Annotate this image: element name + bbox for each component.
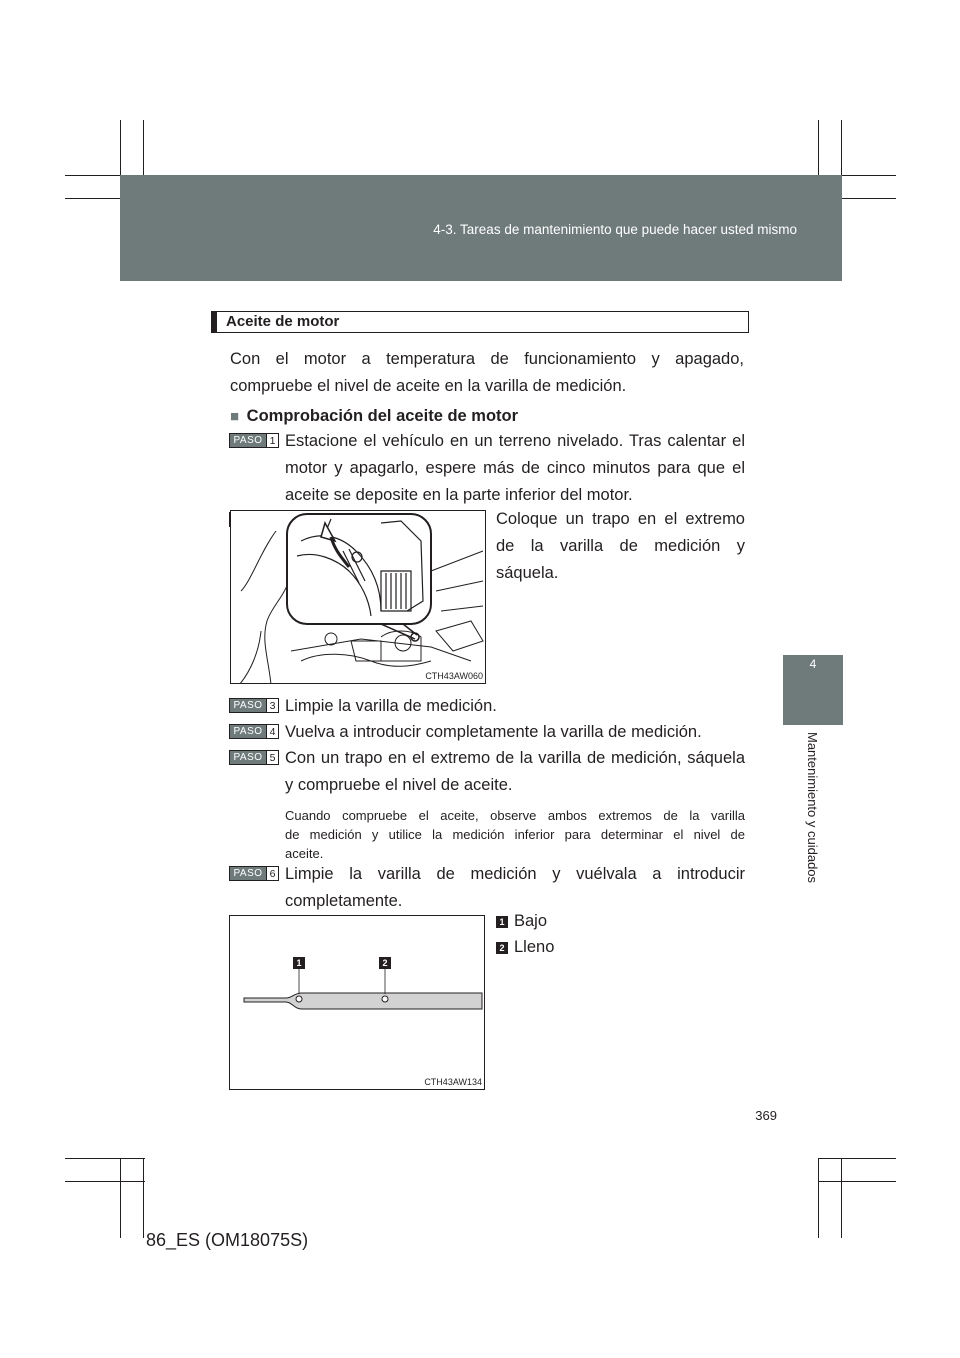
- legend-label: Bajo: [514, 912, 548, 930]
- crop-mark: [65, 1181, 145, 1182]
- marker-2: 2: [379, 957, 391, 969]
- figure-code: CTH43AW060: [425, 671, 483, 681]
- legend-label: Lleno: [514, 938, 555, 956]
- step-number: 5: [266, 751, 278, 764]
- square-bullet-icon: ■: [230, 408, 240, 425]
- page-number: 369: [755, 1108, 777, 1123]
- step-number: 4: [266, 725, 278, 738]
- step-text-line: Con un trapo en el extremo de la varilla de medición, sáquela: [285, 749, 745, 767]
- side-tab-number: 4: [809, 657, 817, 671]
- note-line: Cuando compruebe el aceite, observe ambos extremos de la varilla: [285, 808, 745, 823]
- step-word: PASO: [230, 699, 266, 712]
- step-text-line: de la varilla de medición y: [496, 537, 745, 555]
- legend-marker: 2: [496, 942, 508, 954]
- figure-code: CTH43AW134: [424, 1077, 482, 1087]
- document-code: 86_ES (OM18075S): [146, 1230, 309, 1250]
- step-number: 3: [266, 699, 278, 712]
- step-badge: [229, 698, 279, 713]
- crop-mark: [818, 1181, 896, 1182]
- step-number: 1: [266, 434, 278, 447]
- step-text-line: Coloque un trapo en el extremo: [496, 510, 745, 528]
- step-badge: [229, 724, 279, 739]
- step-word: PASO: [230, 434, 266, 447]
- step-badge: [229, 866, 279, 881]
- crop-mark: [143, 1158, 144, 1238]
- step-text-line: completamente.: [285, 892, 403, 910]
- intro-line: Con el motor a temperatura de funcionamiento y apagado,: [230, 350, 744, 368]
- step-text-line: sáquela.: [496, 564, 559, 582]
- crop-mark: [841, 1158, 842, 1238]
- step-number: 6: [266, 867, 278, 880]
- intro-line: compruebe el nivel de aceite en la varilla de medición.: [230, 377, 627, 395]
- step-text-line: aceite se deposite en la parte inferior del motor.: [285, 486, 633, 504]
- step-word: PASO: [230, 751, 266, 764]
- side-tab-label: Mantenimiento y cuidados: [805, 732, 820, 884]
- chapter-section-title: 4-3. Tareas de mantenimiento que puede hacer usted mismo: [433, 222, 797, 237]
- engine-illustration: [231, 511, 486, 684]
- crop-mark: [818, 1158, 896, 1159]
- step-text-line: Limpie la varilla de medición y vuélvala a introducir: [285, 865, 745, 883]
- heading-bar: [211, 311, 217, 333]
- legend-marker: 1: [496, 916, 508, 928]
- engine-figure: [230, 510, 486, 684]
- crop-mark: [818, 1158, 819, 1238]
- step-word: PASO: [230, 867, 266, 880]
- step-text-line: y compruebe el nivel de aceite.: [285, 776, 513, 794]
- step-text-line: Estacione el vehículo en un terreno nivelado. Tras calentar el: [285, 432, 745, 450]
- step-text-line: Vuelva a introducir completamente la varilla de medición.: [285, 723, 702, 741]
- subheading-text: Comprobación del aceite de motor: [246, 407, 519, 425]
- crop-mark: [65, 1158, 145, 1159]
- step-badge: [229, 433, 279, 448]
- subheading: [230, 405, 518, 428]
- dipstick-illustration: [230, 916, 485, 1090]
- step-text-line: Limpie la varilla de medición.: [285, 697, 497, 715]
- dipstick-figure: [229, 915, 485, 1090]
- section-heading: [211, 311, 749, 333]
- step-badge: [229, 750, 279, 765]
- step-word: PASO: [230, 725, 266, 738]
- step-text-line: motor y apagarlo, espere más de cinco minutos para que el: [285, 459, 745, 477]
- crop-mark: [120, 1158, 121, 1238]
- section-heading-text: Aceite de motor: [226, 313, 340, 330]
- note-line: aceite.: [285, 846, 324, 861]
- marker-1: 1: [293, 957, 305, 969]
- note-line: de medición y utilice la medición inferior para determinar el nivel de: [285, 827, 745, 842]
